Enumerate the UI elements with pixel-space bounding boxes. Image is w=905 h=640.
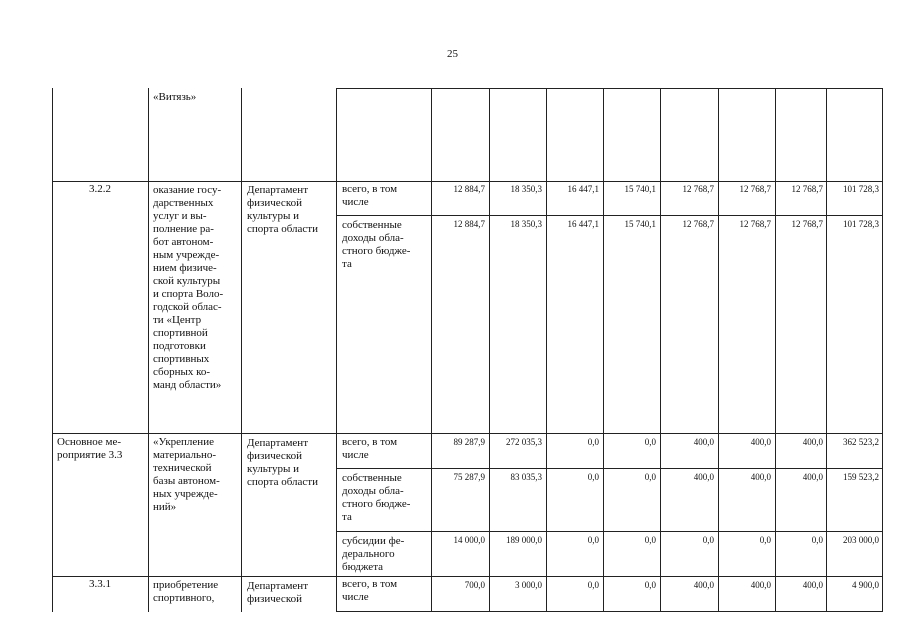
row-code-cell: 3.2.2: [89, 183, 111, 195]
table-line: [882, 88, 883, 612]
value-cell: 400,0: [693, 437, 714, 447]
value-cell: 400,0: [693, 472, 714, 482]
value-cell: 0,0: [644, 472, 656, 482]
row-name-cell: «Укрепление материально- технической базы автоном- ных учрежде- ний»: [153, 436, 220, 513]
table-line: [718, 88, 719, 612]
value-cell: 14 000,0: [453, 535, 485, 545]
value-cell: 18 350,3: [510, 184, 542, 194]
row-name-cell: приобретение спортивного,: [153, 579, 219, 604]
value-cell: 700,0: [464, 580, 485, 590]
value-cell: 15 740,1: [624, 219, 656, 229]
value-cell: 15 740,1: [624, 184, 656, 194]
value-cell: 12 768,7: [791, 219, 823, 229]
row-executor-cell: Департамент физической культуры и спорта области: [247, 184, 318, 235]
value-cell: 400,0: [802, 580, 823, 590]
value-cell: 159 523,2: [843, 472, 879, 482]
table-line: [546, 88, 547, 612]
value-cell: 12 768,7: [791, 184, 823, 194]
source-label-cell: собственные доходы обла- стного бюдже- та: [342, 219, 411, 270]
table-line: [775, 88, 776, 612]
value-cell: 12 768,7: [739, 219, 771, 229]
value-cell: 101 728,3: [843, 184, 879, 194]
table-line: [826, 88, 827, 612]
table-line: [336, 88, 337, 612]
value-cell: 400,0: [802, 437, 823, 447]
value-cell: 18 350,3: [510, 219, 542, 229]
value-cell: 189 000,0: [506, 535, 542, 545]
source-label-cell: субсидии фе- дерального бюджета: [342, 535, 405, 573]
value-cell: 0,0: [587, 580, 599, 590]
row-code-cell: Основное ме- роприятие 3.3: [57, 436, 123, 461]
value-cell: 400,0: [750, 580, 771, 590]
table-line: [52, 181, 883, 182]
value-cell: 16 447,1: [567, 184, 599, 194]
value-cell: 0,0: [644, 437, 656, 447]
table-line: [52, 88, 53, 612]
source-label-cell: всего, в том числе: [342, 578, 398, 603]
value-cell: 400,0: [693, 580, 714, 590]
value-cell: 12 768,7: [739, 184, 771, 194]
source-label-cell: всего, в том числе: [342, 436, 398, 461]
value-cell: 83 035,3: [510, 472, 542, 482]
row-code-cell: 3.3.1: [89, 578, 111, 590]
value-cell: 0,0: [644, 580, 656, 590]
table-line: [336, 531, 883, 532]
value-cell: 12 884,7: [453, 219, 485, 229]
page-number: 25: [447, 48, 458, 60]
table-line: [603, 88, 604, 612]
value-cell: 75 287,9: [453, 472, 485, 482]
value-cell: 4 900,0: [852, 580, 879, 590]
value-cell: 16 447,1: [567, 219, 599, 229]
value-cell: 89 287,9: [453, 437, 485, 447]
value-cell: 362 523,2: [843, 437, 879, 447]
value-cell: 12 768,7: [682, 219, 714, 229]
value-cell: 0,0: [587, 535, 599, 545]
table-line: [52, 576, 883, 577]
table-line: [336, 215, 883, 216]
table-line: [148, 88, 149, 612]
value-cell: 400,0: [750, 472, 771, 482]
value-cell: 203 000,0: [843, 535, 879, 545]
value-cell: 0,0: [759, 535, 771, 545]
table-line: [336, 88, 883, 89]
value-cell: 12 884,7: [453, 184, 485, 194]
value-cell: 400,0: [750, 437, 771, 447]
table-line: [431, 88, 432, 612]
value-cell: 0,0: [587, 437, 599, 447]
value-cell: 3 000,0: [515, 580, 542, 590]
row-name-cell: оказание госу- дарственных услуг и вы- полнение ра- бот автоном- ным учрежде- нием физиче- ской культуры и спорта Воло- годской облас- ти «Центр спортивной подготовки спортивных сборных ко- манд области»: [153, 184, 224, 391]
source-label-cell: всего, в том числе: [342, 183, 398, 208]
value-cell: 0,0: [587, 472, 599, 482]
value-cell: 12 768,7: [682, 184, 714, 194]
row-executor-cell: Департамент физической культуры и спорта области: [247, 437, 318, 488]
table-line: [241, 88, 242, 612]
value-cell: 400,0: [802, 472, 823, 482]
table-line: [336, 468, 883, 469]
row-name-cell: «Витязь»: [153, 91, 197, 103]
table-line: [52, 433, 883, 434]
source-label-cell: собственные доходы обла- стного бюдже- та: [342, 472, 411, 523]
value-cell: 0,0: [644, 535, 656, 545]
table-line: [660, 88, 661, 612]
value-cell: 101 728,3: [843, 219, 879, 229]
value-cell: 272 035,3: [506, 437, 542, 447]
row-executor-cell: Департамент физической: [247, 580, 309, 605]
table-line: [489, 88, 490, 612]
value-cell: 0,0: [702, 535, 714, 545]
value-cell: 0,0: [811, 535, 823, 545]
table-line: [336, 611, 883, 612]
